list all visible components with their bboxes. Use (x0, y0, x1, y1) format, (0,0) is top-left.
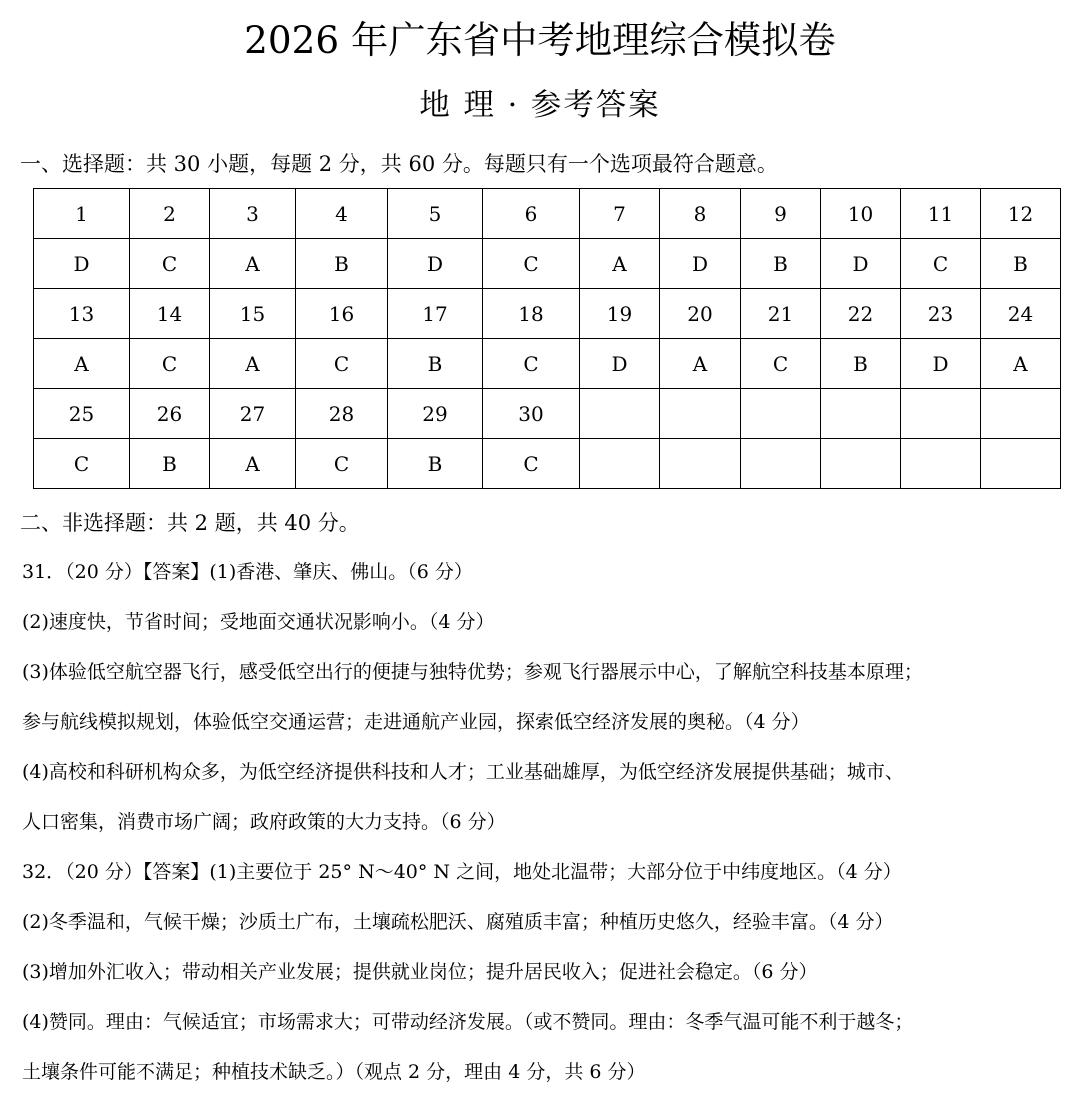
answer-key-row (34, 439, 1061, 489)
answer-text-line: 土壤条件可能不满足；种植技术缺乏。）（观点 2 分，理由 4 分，共 6 分） (22, 1061, 646, 1083)
question-number-cell (580, 389, 660, 439)
answer-key-cell: C (483, 339, 580, 389)
answer-key-cell: B (388, 439, 483, 489)
answer-key-cell: C (741, 339, 821, 389)
section-heading-non-multiple-choice: 二、非选择题：共 2 题，共 40 分。 (20, 511, 360, 535)
answer-key-cell: A (34, 339, 130, 389)
answer-key-cell: C (483, 239, 580, 289)
answer-text-line: (2)冬季温和，气候干燥；沙质土广布，土壤疏松肥沃、腐殖质丰富；种植历史悠久，经验丰富。（4 分） (22, 911, 894, 933)
answer-text-line: (3)体验低空航空器飞行，感受低空出行的便捷与独特优势；参观飞行器展示中心，了解航空科技基本原理； (22, 661, 923, 683)
answer-key-cell: C (901, 239, 981, 289)
answer-key-cell: D (901, 339, 981, 389)
question-number-cell: 26 (130, 389, 210, 439)
answer-text-line: (4)赞同。理由：气候适宜；市场需求大；可带动经济发展。（或不赞同。理由：冬季气温可能不利于越冬； (22, 1011, 914, 1033)
answer-key-cell (901, 439, 981, 489)
question-number-cell: 8 (660, 189, 741, 239)
question-number-cell: 11 (901, 189, 981, 239)
answer-key-cell (741, 439, 821, 489)
page-subtitle: 地 理 · 参考答案 (419, 88, 661, 123)
question-number-cell (741, 389, 821, 439)
answer-key-cell: A (580, 239, 660, 289)
answer-key-cell: B (130, 439, 210, 489)
answer-text-line: (2)速度快，节省时间；受地面交通状况影响小。（4 分） (22, 611, 495, 633)
answer-text-line: 32．（20 分）【答案】(1)主要位于 25° N～40° N 之间，地处北温带；大部分位于中纬度地区。（4 分） (22, 861, 902, 883)
page-title: 2026 年广东省中考地理综合模拟卷 (244, 18, 836, 62)
answer-key-cell (981, 439, 1061, 489)
answer-text-line: 参与航线模拟规划，体验低空交通运营；走进通航产业园，探索低空经济发展的奥秘。（4 分） (22, 711, 810, 733)
question-number-cell: 12 (981, 189, 1061, 239)
answer-key-cell: C (34, 439, 130, 489)
answer-key-cell: A (210, 439, 296, 489)
question-number-cell (901, 389, 981, 439)
question-number-cell: 15 (210, 289, 296, 339)
answer-key-cell: C (130, 339, 210, 389)
question-number-cell: 6 (483, 189, 580, 239)
answer-key-cell: A (210, 239, 296, 289)
answer-key-cell: A (660, 339, 741, 389)
answer-key-cell: B (388, 339, 483, 389)
answer-key-cell: C (296, 439, 388, 489)
answer-key-cell: B (821, 339, 901, 389)
question-number-row (34, 289, 1061, 339)
answer-key-cell: C (483, 439, 580, 489)
answer-key-cell: D (660, 239, 741, 289)
question-number-cell: 2 (130, 189, 210, 239)
question-number-row (34, 389, 1061, 439)
question-number-cell: 7 (580, 189, 660, 239)
section-heading-multiple-choice: 一、选择题：共 30 小题，每题 2 分，共 60 分。每题只有一个选项最符合题意。 (20, 152, 778, 176)
answer-text-line: 人口密集，消费市场广阔；政府政策的大力支持。（6 分） (22, 811, 506, 833)
question-number-cell: 23 (901, 289, 981, 339)
answer-key-cell: B (741, 239, 821, 289)
question-number-cell: 29 (388, 389, 483, 439)
question-number-cell: 22 (821, 289, 901, 339)
question-number-cell: 4 (296, 189, 388, 239)
question-number-cell: 25 (34, 389, 130, 439)
answer-key-cell: D (34, 239, 130, 289)
question-number-cell: 5 (388, 189, 483, 239)
question-number-cell: 16 (296, 289, 388, 339)
question-number-cell (981, 389, 1061, 439)
answer-key-row (34, 339, 1061, 389)
answer-key-cell: C (130, 239, 210, 289)
answer-key-cell: D (580, 339, 660, 389)
answer-key-cell (660, 439, 741, 489)
question-number-cell: 18 (483, 289, 580, 339)
question-number-cell: 21 (741, 289, 821, 339)
question-number-cell: 10 (821, 189, 901, 239)
question-number-cell: 1 (34, 189, 130, 239)
question-number-cell: 3 (210, 189, 296, 239)
question-number-cell: 20 (660, 289, 741, 339)
answer-key-cell: B (981, 239, 1061, 289)
answer-key-cell (821, 439, 901, 489)
question-number-cell: 28 (296, 389, 388, 439)
question-number-cell: 24 (981, 289, 1061, 339)
answer-key-cell (580, 439, 660, 489)
answer-text-line: 31．（20 分）【答案】(1)香港、肇庆、佛山。（6 分） (22, 561, 473, 583)
question-number-cell (821, 389, 901, 439)
answer-key-cell: D (388, 239, 483, 289)
question-number-cell: 9 (741, 189, 821, 239)
question-number-cell: 19 (580, 289, 660, 339)
multiple-choice-answer-table (33, 188, 1061, 489)
answer-key-row (34, 239, 1061, 289)
question-number-row (34, 189, 1061, 239)
question-number-cell: 27 (210, 389, 296, 439)
question-number-cell: 30 (483, 389, 580, 439)
answer-text-line: (3)增加外汇收入；带动相关产业发展；提供就业岗位；提升居民收入；促进社会稳定。（6 分） (22, 961, 818, 983)
question-number-cell: 17 (388, 289, 483, 339)
answer-key-cell: D (821, 239, 901, 289)
question-number-cell: 14 (130, 289, 210, 339)
answer-key-cell: C (296, 339, 388, 389)
answer-key-cell: B (296, 239, 388, 289)
answer-key-cell: A (981, 339, 1061, 389)
answer-key-cell: A (210, 339, 296, 389)
answer-text-line: (4)高校和科研机构众多，为低空经济提供科技和人才；工业基础雄厚，为低空经济发展提供基础；城市、 (22, 761, 904, 783)
question-number-cell: 13 (34, 289, 130, 339)
question-number-cell (660, 389, 741, 439)
